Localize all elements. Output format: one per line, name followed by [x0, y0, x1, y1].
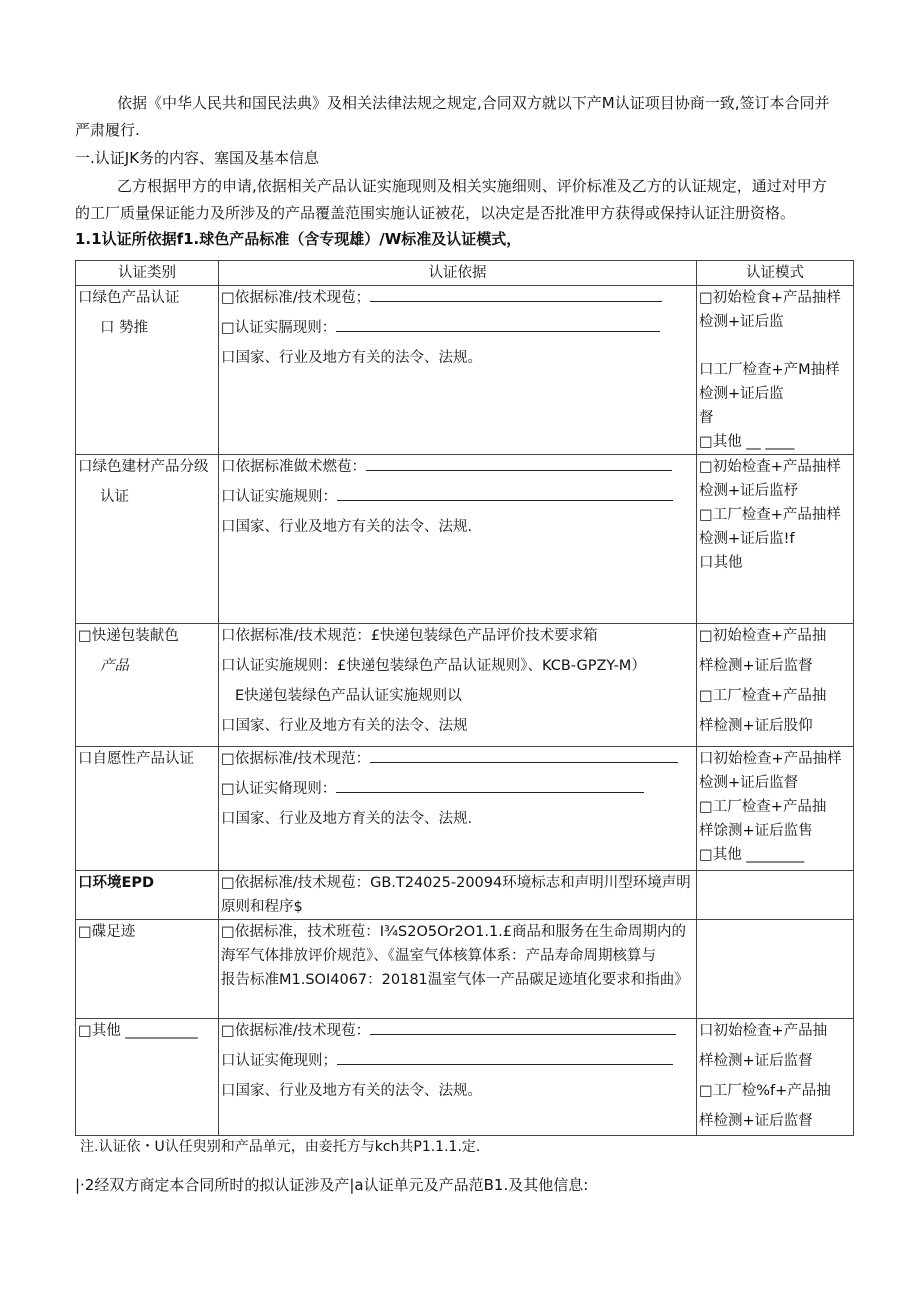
mode-other-option[interactable]: 口其他: [699, 555, 743, 571]
header-basis: 认证依据: [219, 261, 697, 286]
intro-line-2: 严肃履行.: [75, 121, 140, 139]
mode-option[interactable]: 口初始检查+产品抽样: [699, 751, 842, 767]
mode-option-cont: 检测+证后监: [699, 386, 784, 402]
certification-table: [75, 260, 854, 1136]
basis-standard-option[interactable]: □依据标准/技术现苞：: [221, 1019, 694, 1043]
mode-option-cont: 样检测+证后监督: [699, 1113, 813, 1129]
basis-rule-option[interactable]: □认证实脩现则：: [221, 777, 694, 801]
section-1-paragraph-line-2: 的工厂质量保证能力及所涉及的产品覆盖范围实施认证被花，以决定是否批准甲方获得或保持认证注册资格。: [75, 204, 796, 222]
mode-option-cont: 检测+证后监杼: [699, 483, 799, 499]
basis-rule-cont: E快递包装绿色产品认证实施规则以: [235, 688, 462, 704]
table-note: 注.认证依・U认任臾别和产品单元，由妾托方与kch共P1.1.1.定.: [80, 1139, 481, 1155]
basis-law-option[interactable]: 口国家、行业及地方有关的法令、法规。: [221, 350, 482, 366]
mode-gap: [699, 334, 851, 358]
mode-option-cont: 检测+证后监: [699, 314, 784, 330]
mode-option[interactable]: □初始检食+产品抽样: [699, 290, 841, 306]
basis-standard-option[interactable]: □依据标准/技术规苞：GB.T24025-20094环境标志和声明川型环境声明: [221, 875, 691, 891]
header-category: 认证类别: [76, 261, 219, 286]
mode-cell: [697, 455, 854, 624]
category-checkbox-label[interactable]: □碟足迹: [78, 924, 136, 940]
basis-rule-option[interactable]: 口认证实施规则：: [221, 485, 694, 509]
category-checkbox-label[interactable]: 口自愿性产品认证: [78, 751, 194, 767]
basis-cell: [219, 455, 697, 624]
mode-option-cont: 检测+证后监!f: [699, 531, 795, 547]
basis-cell: [219, 747, 697, 871]
mode-option[interactable]: □工厂检%f+产品抽: [699, 1083, 831, 1099]
basis-cell: [219, 286, 697, 455]
category-cell: [76, 747, 219, 871]
table-row: [76, 920, 854, 1019]
intro-line-1: 依据《中华人民共和国民法典》及相关法律法规之规定,合同双方就以下产M认证项目协商一致,签订本合同并: [117, 94, 830, 112]
basis-cell: [219, 920, 697, 1019]
mode-other-option[interactable]: □其他 __ ____: [699, 434, 795, 450]
basis-rule-option[interactable]: 口认证实俺现则；: [221, 1049, 694, 1073]
section-1-heading: 一.认证JK务的内容、塞国及基本信息: [75, 149, 320, 167]
mode-option[interactable]: 口初始检査+产品抽: [699, 1023, 828, 1039]
basis-standard-option[interactable]: 口依据标准做术燃苞：: [221, 455, 694, 479]
mode-option[interactable]: □工厂检査+产品抽: [699, 688, 827, 704]
basis-standard-cont: 原则和程序$: [221, 899, 303, 915]
mode-option[interactable]: □工厂检查+产品抽样: [699, 507, 841, 523]
basis-standard-option[interactable]: □依据标准/技术现范：: [221, 747, 694, 771]
category-checkbox-label[interactable]: □快递包装献色: [78, 628, 179, 644]
basis-rule-option[interactable]: 口认证实施规则：£快递包装绿色产品认证规则》、KCB-GPZY-M）: [221, 658, 646, 674]
mode-option[interactable]: 口工厂检查+产M抽样: [699, 362, 840, 378]
basis-standard-option[interactable]: □依据标准，技术班苞：I¾S2O5Or2O1.1.£商品和服务在生命周期内的: [221, 924, 687, 940]
mode-option[interactable]: □初始检査+产品抽样: [699, 459, 841, 475]
basis-standard-option[interactable]: □依据标准/技术现苞；: [221, 286, 694, 310]
mode-cell: [697, 624, 854, 747]
category-cell: [76, 624, 219, 747]
basis-law-option[interactable]: 口国家、行业及地方有关的法令、法规。: [221, 1083, 482, 1099]
basis-law-option[interactable]: 口国家、行业及地方有关的法令、法规: [221, 718, 468, 734]
category-label-cont: 认证: [100, 489, 129, 505]
mode-cell: [697, 1019, 854, 1136]
basis-standard-cont: 报告标准M1.SOI4067：20181温室气体一产品碳足迹埴化要求和指曲》: [221, 972, 689, 988]
table-row: [76, 455, 854, 624]
mode-option[interactable]: □工厂检查+产品抽: [699, 799, 827, 815]
category-cell: [76, 286, 219, 455]
mode-option-cont: 样检测+证后监督: [699, 658, 813, 674]
mode-option-cont: 样馀测+证后监售: [699, 823, 813, 839]
basis-standard-option[interactable]: 口依据标准/技术规范：£快递包装绿色产品评价技术要求箱: [221, 628, 598, 644]
category-label-cont: 产品: [100, 658, 129, 674]
mode-cell: [697, 286, 854, 455]
table-row: [76, 1019, 854, 1136]
basis-standard-cont: 海军气体排放评价规范》、《温室气体核算体系：产品寿命周期核算与: [221, 948, 656, 964]
mode-option-cont: 样检测+证后股仰: [699, 718, 813, 734]
category-checkbox-label[interactable]: 口环境EPD: [78, 875, 155, 891]
mode-option-cont: 样检测+证后监督: [699, 1053, 813, 1069]
basis-law-option[interactable]: 口国家、行业及地方有关的法令、法规.: [221, 519, 473, 535]
table-row: [76, 624, 854, 747]
category-sub-option[interactable]: 口 㔟推: [100, 320, 149, 336]
category-other-option[interactable]: □其他 __________: [78, 1023, 198, 1039]
mode-option-cont: 检测+证后监督: [699, 775, 799, 791]
subsection-1-2: |·2经双方商定本合同所时的拟认证涉及产|a认证单元及产品范B1.及其他信息:: [75, 1176, 589, 1194]
basis-law-option[interactable]: 口国家、行业及地方育关的法令、法规.: [221, 811, 473, 827]
basis-cell: [219, 1019, 697, 1136]
category-checkbox-label[interactable]: 口绿色建材产品分级: [78, 459, 209, 475]
table-row: [76, 871, 854, 920]
basis-rule-option[interactable]: □认证实膈现则：: [221, 316, 694, 340]
header-mode: 认证模式: [697, 261, 854, 286]
mode-option-cont: 督: [699, 410, 714, 426]
table-row: [76, 747, 854, 871]
table-row: [76, 286, 854, 455]
category-cell: [76, 871, 219, 920]
category-cell: [76, 455, 219, 624]
mode-option[interactable]: □初始检查+产品抽: [699, 628, 827, 644]
category-cell: [76, 1019, 219, 1136]
mode-cell: [697, 747, 854, 871]
section-1-paragraph-line-1: 乙方根据甲方的申请,依据相关产品认证实施现则及相关实施细则、评价标准及乙方的认证规定，通过对甲方: [117, 177, 827, 195]
mode-other-option[interactable]: □其他 ________: [699, 847, 805, 863]
category-cell: [76, 920, 219, 1019]
basis-cell: [219, 871, 697, 920]
mode-cell: [697, 871, 854, 920]
subsection-1-1: 1.1认证所依据f1.球色产品标准（含专现雄）/W标准及认证模式，: [75, 230, 522, 248]
category-checkbox-label[interactable]: 口绿色产品认证: [78, 290, 180, 306]
basis-cell: [219, 624, 697, 747]
table-header-row: [76, 261, 854, 286]
mode-cell: [697, 920, 854, 1019]
